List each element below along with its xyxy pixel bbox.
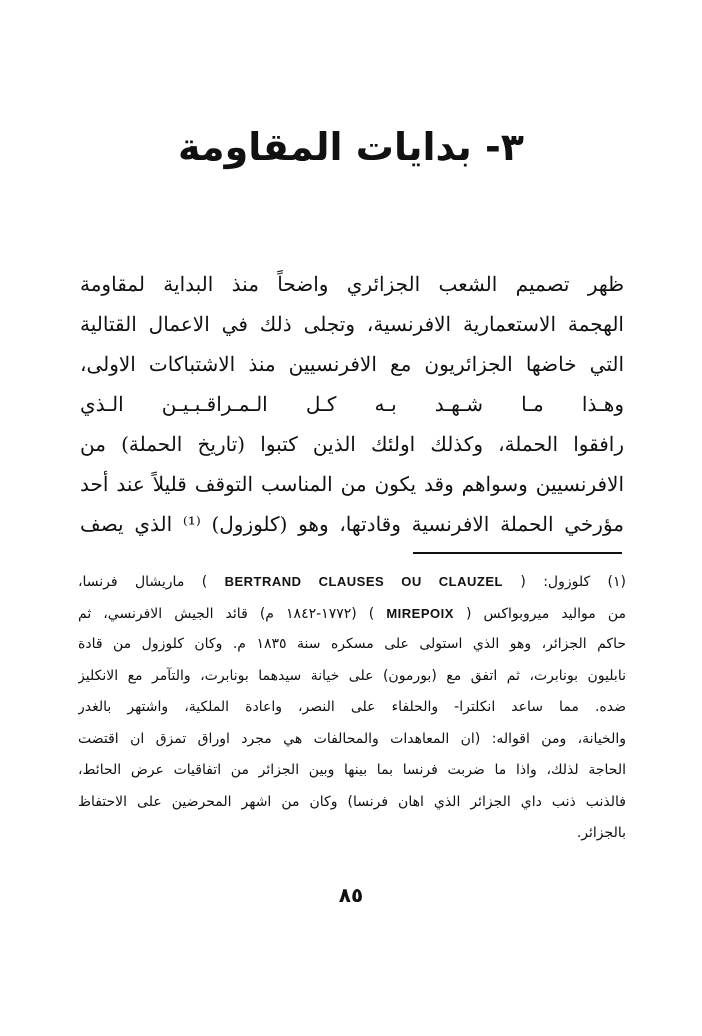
body-line: رافقوا الحملة، وكذلك اولئك الذين كتبوا (تاريخ الحملة) من: [80, 432, 624, 456]
footnote-latin-name: BERTRAND CLAUSES OU CLAUZEL: [224, 574, 503, 589]
body-line: الهجمة الاستعمارية الافرنسية، وتجلى ذلك في الاعمال القتالية: [80, 312, 624, 336]
footnote: [78, 566, 626, 850]
footnote-line: والخيانة، ومن اقواله: (ان المعاهدات والمحالفات هي مجرد اوراق تمزق ان اقتضت: [78, 730, 626, 747]
body-line: ظهر تصميم الشعب الجزائري واضحاً منذ البداية لمقاومة: [80, 272, 624, 296]
footnote-marker-text: (١) كلوزول: (: [520, 574, 626, 590]
footnote-line: فالذنب ذنب داي الجزائر الذي اهان فرنسا) وكان من اشهر المحرضين على الاحتفاظ: [78, 793, 626, 810]
footnote-line: بالجزائر.: [576, 825, 626, 841]
footnote-text: ) (١٧٧٢-١٨٤٢ م) قائد الجيش الافرنسي، ثم: [78, 605, 375, 622]
footnote-latin-place: MIREPOIX: [386, 605, 454, 621]
body-line: وهـذا مـا شـهـد بـه كـل الـمـراقـبـيـن الـذي: [80, 392, 624, 416]
footnote-line: نابليون بونابرت، ثم اتفق مع (بورمون) على خيانة سيدهما بونابرت، والتآمر مع الانكليز: [78, 667, 626, 684]
body-paragraph: [80, 264, 624, 544]
footnote-line: حاكم الجزائر، وهو الذي استولى على مسكره سنة ١٨٣٥ م. وكان كلوزول من قادة: [78, 636, 626, 652]
footnote-line: [78, 566, 626, 598]
body-line: الافرنسيين وسواهم وقد يكون من المناسب التوقف قليلاً عند أحد: [80, 472, 624, 496]
footnote-text: من مواليد ميروبواكس (: [465, 605, 626, 622]
footnote-line: الحاجة لذلك، واذا ما ضربت فرنسا بما بينها وبين الجزائر من اتفاقيات عرض الحائط،: [78, 762, 626, 778]
body-line: التي خاضها الجزائريون مع الافرنسيين منذ الاشتباكات الاولى،: [80, 352, 624, 376]
footnote-line: ضده. مما ساعد انكلترا- والحلفاء على النصر، واعادة الملكية، واشتهر بالغدر: [78, 699, 626, 715]
body-line: مؤرخي الحملة الافرنسية وقادتها، وهو (كلوزول) ⁽¹⁾ الذي يصف: [80, 512, 624, 536]
footnote-text: ) ماريشال فرنسا،: [78, 574, 208, 590]
footnote-divider: [413, 552, 622, 554]
chapter-title: ٣- بدايات المقاومة: [178, 125, 524, 169]
footnote-line: [78, 598, 626, 630]
page-number: ٨٥: [338, 883, 364, 907]
